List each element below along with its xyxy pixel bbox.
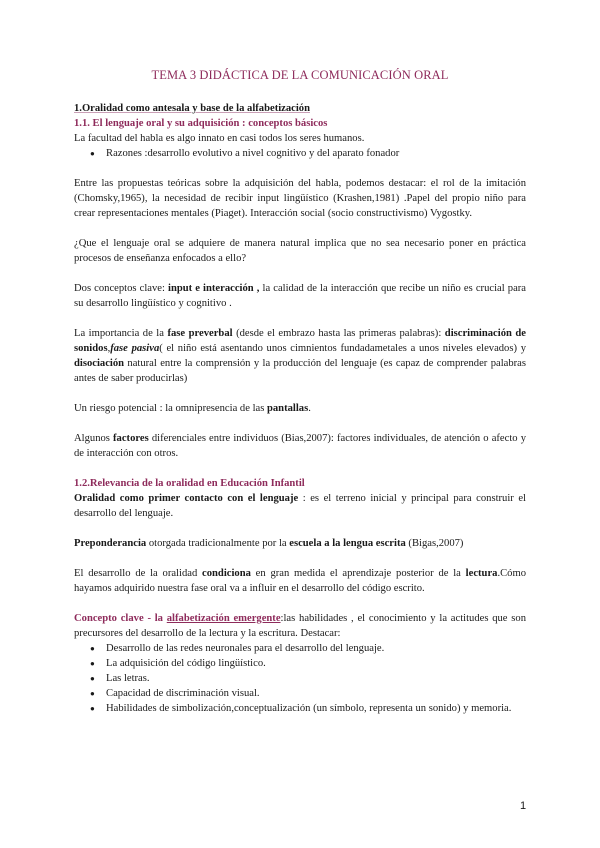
text-run: Un riesgo potencial : la omnipresencia de las xyxy=(74,403,267,414)
bold-run: input e interacción , xyxy=(168,283,260,294)
text-run: en gran medida el aprendizaje posterior de la xyxy=(250,568,466,579)
bold-run: lectura xyxy=(465,568,498,579)
text-run: : es el terreno inicial y principal para construir el desarrollo del lenguaje. xyxy=(74,493,526,519)
text-run: diferenciales entre individuos (Bias,2007): factores individuales, de atención o afecto y de interacción con otros. xyxy=(74,433,526,459)
text-run: ( el niño está asentando unos cimnientos fundadametales a unos niveles elevados) y xyxy=(159,343,527,354)
accent-underlined-run: alfabetización emergente xyxy=(166,613,281,624)
paragraph-question: ¿Que el lenguaje oral se adquiere de manera natural implica que no sea necesario poner en práctica procesos de enseñanza enfocados a ello? xyxy=(74,238,526,264)
text-run: Algunos xyxy=(74,433,114,444)
bold-run: factores xyxy=(113,433,149,444)
text-run: otorgada tradicionalmente por la xyxy=(146,538,290,549)
bold-run: Preponderancia xyxy=(74,538,147,549)
subsection-heading-1-1: 1.1. El lenguaje oral y su adquisición : conceptos básicos xyxy=(74,118,328,129)
paragraph-screens xyxy=(74,401,526,416)
paragraph-first-contact xyxy=(74,491,526,521)
text-run: El desarrollo de la oralidad xyxy=(74,568,203,579)
text-run: la calidad de la interacción que recibe un niño es crucial para su desarrollo lingüístico y cognitivo . xyxy=(74,283,526,309)
text-run: La importancia de la xyxy=(74,328,168,339)
paragraph-factors xyxy=(74,431,526,461)
document-title: TEMA 3 DIDÁCTICA DE LA COMUNICACIÓN ORAL xyxy=(151,68,449,82)
bold-italic-run: fase pasiva xyxy=(110,343,160,354)
bold-run: discriminación de sonidos xyxy=(74,328,526,354)
page-number: 1 xyxy=(520,800,527,812)
bullet-item: ● Razones :desarrollo evolutivo a nivel cognitivo y del aparato fonador xyxy=(92,146,526,161)
bold-run: fase preverbal xyxy=(167,328,233,339)
bullet-item: ● Las letras. xyxy=(92,671,526,686)
bullet-item: ● Capacidad de discriminación visual. xyxy=(92,686,526,701)
paragraph-preponderance xyxy=(74,536,526,551)
bullet-item: ● Habilidades de simbolización,conceptualización (un símbolo, representa un sonido) y memoria. xyxy=(92,701,526,716)
bullet-item: ● La adquisición del código lingüístico. xyxy=(92,656,526,671)
bullet-item: ● Desarrollo de las redes neuronales para el desarrollo del lenguaje. xyxy=(92,641,526,656)
bold-run: escuela a la lengua escrita xyxy=(289,538,406,549)
bold-run: pantallas xyxy=(266,403,309,414)
bullet-list-reasons xyxy=(74,146,526,161)
bullet-list-emergent xyxy=(74,641,526,716)
text-run: .Cómo hayamos adquirido nuestra fase oral va a influir en el desarrollo del código escrito. xyxy=(74,568,527,594)
paragraph-preverbal xyxy=(74,326,526,386)
accent-run: Concepto clave - la xyxy=(74,613,167,624)
subsection-heading-1-2: 1.2.Relevancia de la oralidad en Educación Infantil xyxy=(74,478,305,489)
text-run: (desde el embrazo hasta las primeras palabras): xyxy=(232,328,445,339)
text-run: Dos conceptos clave: xyxy=(74,283,169,294)
paragraph-key-concepts xyxy=(74,281,526,311)
paragraph-emergent-literacy xyxy=(74,611,526,641)
paragraph-theories: Entre las propuestas teóricas sobre la adquisición del habla, podemos destacar: el rol de la imitación (Chomsky,1965), la necesidad de recibir input lingüístico (Krashen,1981) .Papel del propio niño para crear representaciones mentales (Piaget). Interacción social (socio constructivismo) Vygostky. xyxy=(74,178,526,219)
text-run: :las habilidades , el conocimiento y la actitudes que son precursores del desarrollo de la lectura y la escritura. Destacar: xyxy=(74,613,526,639)
bold-run: disociación xyxy=(74,358,125,369)
bold-run: Oralidad como primer contacto con el lenguaje xyxy=(74,493,299,504)
bold-run: condiciona xyxy=(202,568,251,579)
text-run: natural entre la comprensión y la producción del lenguaje (es capaz de comprender palabras antes de saber producirlas) xyxy=(74,358,526,384)
text-run: (Bigas,2007) xyxy=(405,538,464,549)
document-body xyxy=(74,68,526,716)
paragraph-conditions xyxy=(74,566,526,596)
paragraph-innate: La facultad del habla es algo innato en casi todos los seres humanos. xyxy=(74,133,365,144)
text-run: , xyxy=(107,343,111,354)
section-heading-1: 1.Oralidad como antesala y base de la alfabetización xyxy=(74,103,310,114)
text-run: . xyxy=(308,403,311,414)
